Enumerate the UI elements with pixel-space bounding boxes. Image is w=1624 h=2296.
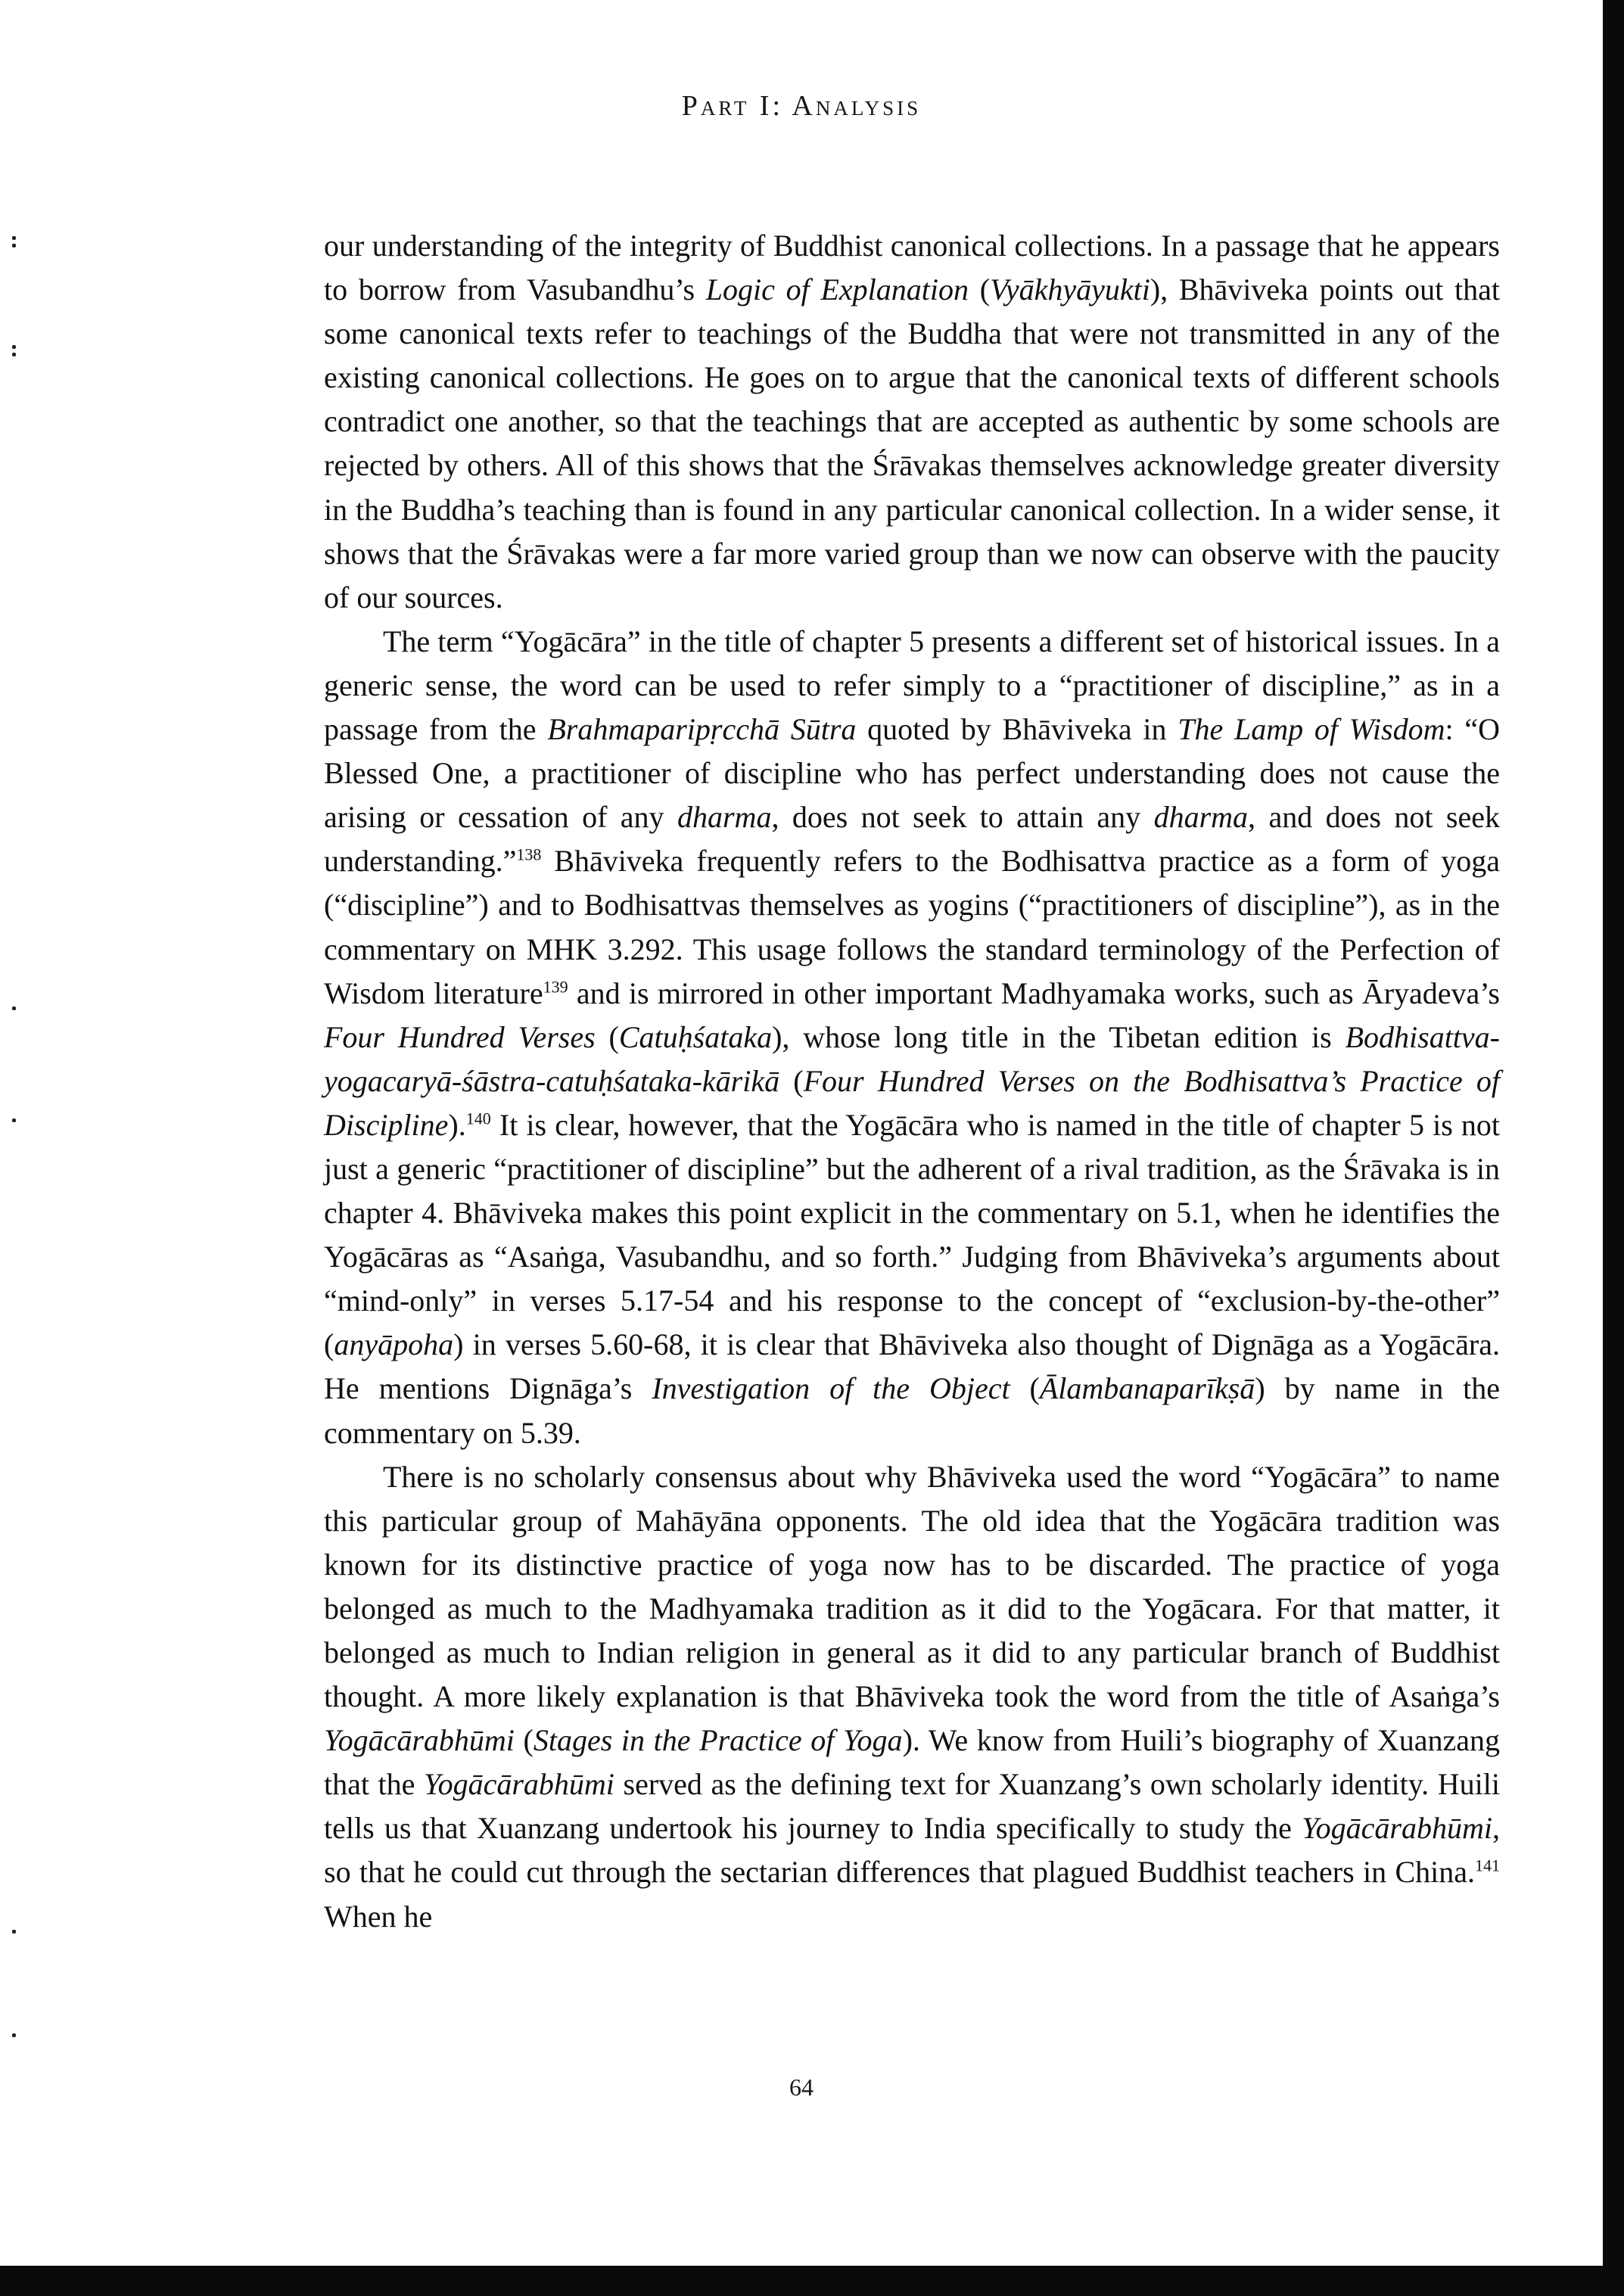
running-head: Part I: Analysis	[681, 90, 922, 122]
paragraph-2: The term “Yogācāra” in the title of chapter 5 presents a different set of historical issues. In a generic sense, the word can be used to refer simply to a “practitioner of discipline,” as in a passage from the Brahmaparipṛcchā Sūtra quoted by Bhāviveka in The Lamp of Wisdom: “O Blessed One, a practitioner of discipline who has perfect understanding does not cause the arising or cessation of any dharma, does not seek to attain any dharma, and does not seek understanding.”$^{138}$ Bhāviveka frequently refers to the Bodhisattva practice as a form of yoga (“discipline”) and to Bodhisattvas themselves as yogins (“practitioners of discipline”), as in the commentary on MHK 3.292. This usage follows the standard terminology of the Perfection of Wisdom literature$^{139}$ and is mirrored in other important Madhyamaka works, such as Āryadeva’s Four Hundred Verses (Catuḥśataka), whose long title in the Tibetan edition is Bodhisattva-yogacaryā-śāstra-catuḥśataka-kārikā (Four Hundred Verses on the Bodhisattva’s Practice of Discipline).$^{140}$ It is clear, however, that the Yogācāra who is named in the title of chapter 5 is not just a generic “practitioner of discipline” but the adherent of a rival tradition, as the Śrāvaka is in chapter 4. Bhāviveka makes this point explicit in the commentary on 5.1, when he identifies the Yogācāras as “Asaṅga, Vasubandhu, and so forth.” Judging from Bhāviveka’s arguments about “mind-only” in verses 5.17-54 and his response to the concept of “exclusion-by-the-other” (anyāpoha) in verses 5.60-68, it is clear that Bhāviveka also thought of Dignāga as a Yogācāra. He mentions Dignāga’s Investigation of the Object (Ālambanaparīkṣā) by name in the commentary on 5.39.	[324, 624, 1501, 1450]
margin-mark	[12, 353, 16, 356]
margin-mark	[12, 236, 16, 240]
footnote-ref-140: 140	[465, 1109, 491, 1128]
page-number: 64	[789, 2074, 814, 2101]
margin-mark	[12, 1930, 16, 1934]
paragraph-1: our understanding of the integrity of Buddhist canonical collections. In a passage that he appears to borrow from Vasubandhu’s Logic of Explanation (Vyākhyāyukti), Bhāviveka points out that some canonical texts refer to teachings of the Buddha that were not transmitted in any of the existing canonical collections. He goes on to argue that the canonical texts of different schools contradict one another, so that the teachings that are accepted as authentic by some schools are rejected by others. All of this shows that the Śrāvakas themselves acknowledge greater diversity in the Buddha’s teaching than is found in any particular canonical collection. In a wider sense, it shows that the Śrāvakas were a far more varied group than we now can observe with the paucity of our sources.	[324, 229, 1500, 614]
footnote-ref-139: 139	[543, 977, 568, 997]
margin-mark	[12, 244, 16, 247]
footnote-ref-138: 138	[516, 845, 542, 864]
footnote-ref-141: 141	[1475, 1856, 1500, 1876]
margin-mark	[12, 1118, 16, 1122]
margin-mark	[12, 345, 16, 349]
body-text	[324, 224, 1500, 1939]
scan-edge-right	[1603, 0, 1624, 2296]
scan-edge-bottom	[0, 2266, 1624, 2296]
margin-mark	[12, 2033, 16, 2037]
paragraph-3: There is no scholarly consensus about why Bhāviveka used the word “Yogācāra” to name this particular group of Mahāyāna opponents. The old idea that the Yogācāra tradition was known for its distinctive practice of yoga now has to be discarded. The practice of yoga belonged as much to the Madhyamaka tradition as it did to the Yogācara. For that matter, it belonged as much to Indian religion in general as it did to any particular branch of Buddhist thought. A more likely explanation is that Bhāviveka took the word from the title of Asaṅga’s Yogācārabhūmi (Stages in the Practice of Yoga). We know from Huili’s biography of Xuanzang that the Yogācārabhūmi served as the defining text for Xuanzang’s own scholarly identity. Huili tells us that Xuanzang undertook his journey to India specifically to study the Yogācārabhūmi, so that he could cut through the sectarian differences that plagued Buddhist teachers in China.$^{141}$ When he	[324, 1459, 1501, 1934]
margin-mark	[12, 1006, 16, 1010]
